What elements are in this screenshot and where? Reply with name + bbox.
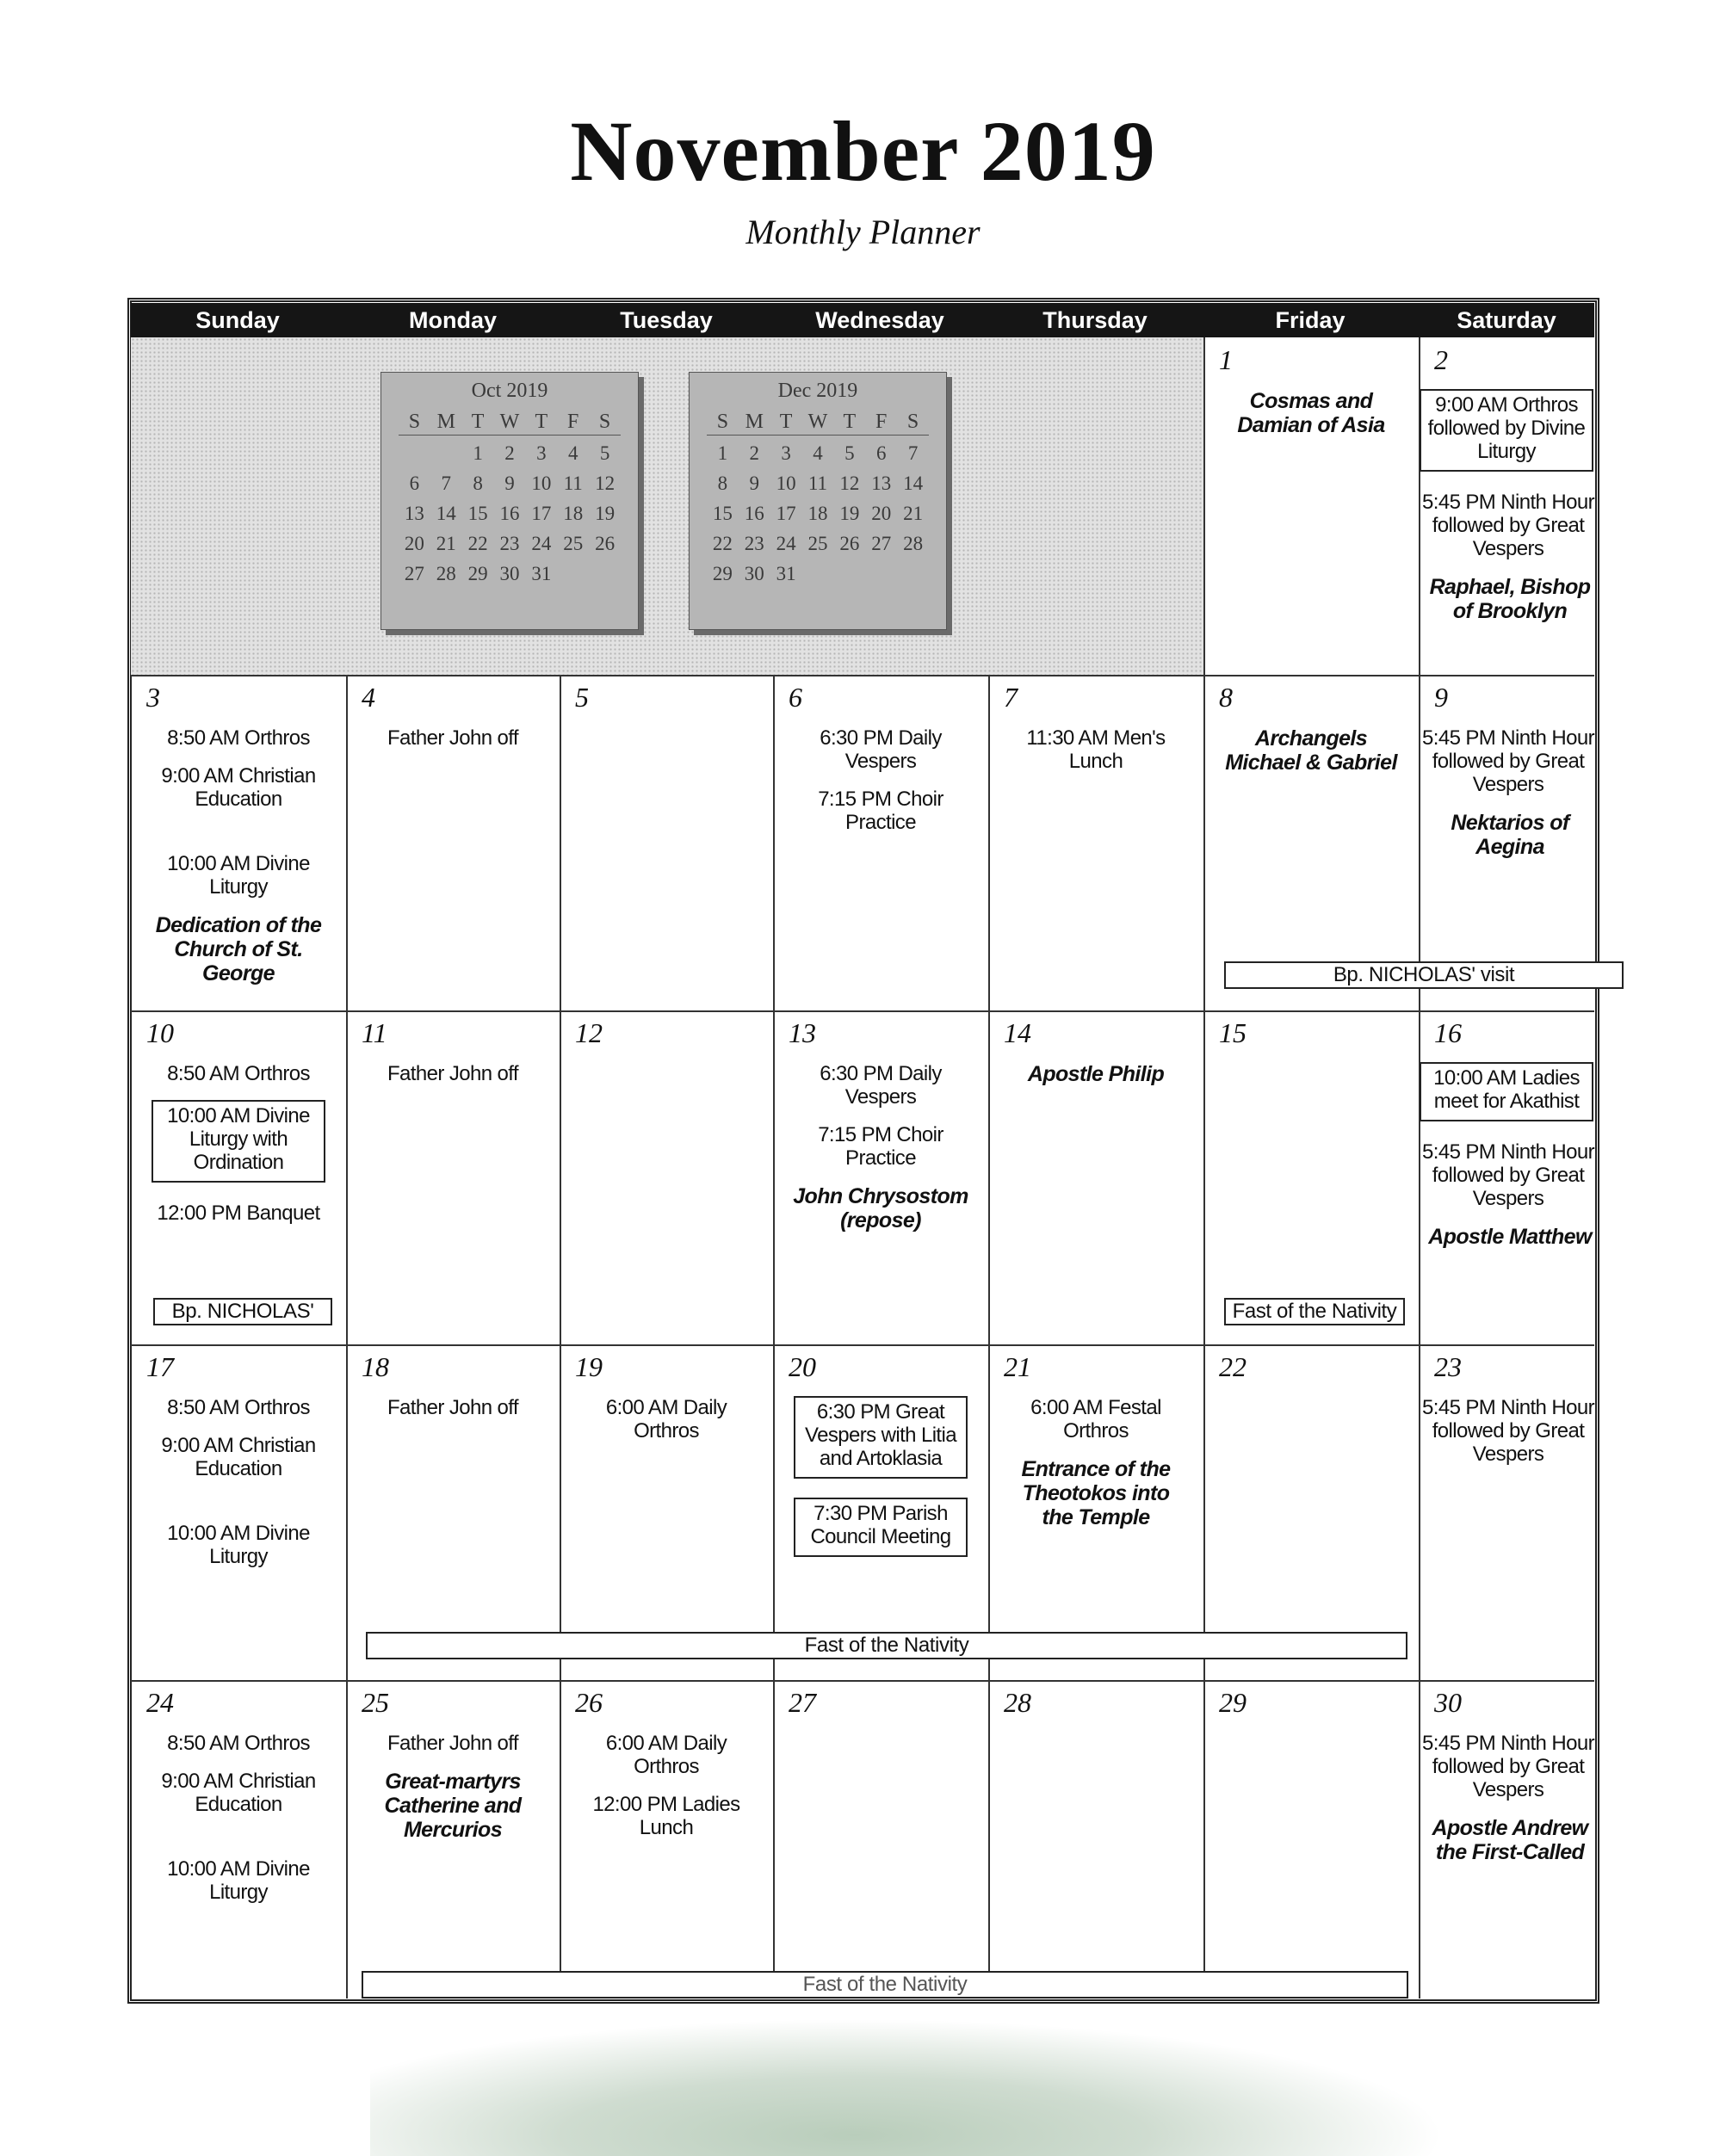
mini-calendar-day: 31 — [531, 563, 552, 584]
event-item: 6:00 AM Festal Orthros — [1030, 1396, 1161, 1442]
event-item: 9:00 AM Christian Education — [161, 1434, 316, 1480]
day-cell-9[interactable] — [1419, 675, 1594, 1010]
day-cell-3[interactable] — [131, 675, 346, 1010]
feast-label: Apostle Philip — [1027, 1062, 1165, 1086]
feast-label: John Chrysostom (repose) — [793, 1184, 968, 1232]
day-cell-2[interactable] — [1419, 337, 1594, 673]
mini-calendar-day: 9 — [749, 473, 760, 494]
day-cell-5[interactable] — [560, 675, 773, 1010]
mini-calendar-day: 7 — [907, 442, 919, 464]
day-number: 28 — [1004, 1687, 1031, 1718]
paper-stain — [370, 2018, 1446, 2156]
mini-calendar-day: 5 — [599, 442, 610, 464]
day-number: 3 — [146, 682, 160, 713]
mini-calendar-day: 19 — [839, 503, 860, 524]
mini-calendar-day: 10 — [776, 473, 796, 494]
mini-calendar-day: 17 — [776, 503, 796, 524]
day-cell-25[interactable] — [346, 1680, 560, 2016]
mini-calendar-day: 12 — [595, 473, 616, 494]
day-number: 17 — [146, 1351, 174, 1382]
day-number: 25 — [362, 1687, 389, 1718]
mini-calendar-day: 15 — [712, 503, 733, 524]
event-item: 6:30 PM Daily Vespers — [820, 1062, 942, 1109]
event-item: 8:50 AM Orthros — [167, 1396, 310, 1419]
day-cell-13[interactable] — [773, 1010, 988, 1346]
mini-calendar-day: 23 — [499, 533, 520, 554]
mini-calendar-day: 9 — [504, 473, 515, 494]
event-item: 5:45 PM Ninth Hour followed by Great Vespers — [1422, 1732, 1594, 1801]
mini-calendar-day: 1 — [473, 442, 483, 464]
weekday-monday: Monday — [408, 307, 497, 333]
mini-calendar-day: 2 — [749, 442, 760, 464]
mini-calendar-day: 13 — [871, 473, 892, 494]
event-item: 6:00 AM Daily Orthros — [605, 1396, 727, 1442]
mini-calendar-day: 30 — [744, 563, 764, 584]
day-number: 11 — [362, 1017, 387, 1048]
feast-label: Entrance of the Theotokos into the Temple — [1021, 1457, 1171, 1529]
day-number: 13 — [789, 1017, 816, 1048]
mini-calendar-day: 26 — [839, 533, 860, 554]
day-cell-30[interactable] — [1419, 1680, 1594, 2016]
mini-calendar-day: 27 — [404, 563, 424, 584]
day-number: 29 — [1219, 1687, 1247, 1718]
fast-banner: Fast of the Nativity — [1224, 1298, 1405, 1325]
fast-banner: Fast of the Nativity — [366, 1632, 1407, 1659]
mini-dow: M — [745, 411, 764, 433]
mini-calendar-day: 14 — [436, 503, 456, 524]
mini-dow: T — [535, 411, 548, 433]
mini-calendar-day: 1 — [717, 442, 728, 464]
day-number: 16 — [1434, 1017, 1462, 1048]
page-title: November 2019 — [570, 103, 1156, 199]
event-item: 5:45 PM Ninth Hour followed by Great Vespers — [1422, 491, 1594, 560]
event-item: 12:00 PM Banquet — [157, 1202, 320, 1225]
weekday-thursday: Thursday — [1042, 307, 1148, 333]
mini-calendar-day: 2 — [504, 442, 515, 464]
mini-calendar-day: 22 — [712, 533, 733, 554]
mini-calendar-day: 29 — [712, 563, 733, 584]
feast-label: Apostle Matthew — [1428, 1225, 1592, 1249]
feast-label: Apostle Andrew the First-Called — [1432, 1816, 1588, 1864]
weekday-header — [131, 303, 1594, 337]
mini-calendar-day: 6 — [875, 442, 887, 464]
day-cell-17[interactable] — [131, 1344, 346, 1680]
mini-calendar-day: 14 — [903, 473, 924, 494]
mini-calendar-day: 6 — [409, 473, 420, 494]
day-cell-23[interactable] — [1419, 1344, 1594, 1680]
mini-dow: M — [436, 411, 455, 433]
day-number: 20 — [789, 1351, 816, 1382]
mini-calendar-weekdays — [399, 411, 621, 436]
event-item: 7:15 PM Choir Practice — [818, 788, 943, 834]
feast-label: Raphael, Bishop of Brooklyn — [1429, 575, 1591, 623]
event-item: Father John off — [387, 1732, 518, 1755]
day-number: 14 — [1004, 1017, 1031, 1048]
mini-calendar-day: 21 — [903, 503, 924, 524]
mini-calendar-day: 25 — [563, 533, 584, 554]
event-item: 8:50 AM Orthros — [167, 1062, 310, 1085]
mini-dow: T — [471, 411, 485, 433]
day-number: 5 — [575, 682, 589, 713]
event-item: 10:00 AM Divine Liturgy with Ordination — [152, 1100, 325, 1183]
event-item: Father John off — [387, 726, 518, 750]
mini-dow: S — [408, 411, 421, 433]
day-cell-6[interactable] — [773, 675, 988, 1010]
mini-calendar-day: 17 — [531, 503, 552, 524]
day-cell-29[interactable] — [1203, 1680, 1419, 2016]
mini-calendar-day: 18 — [807, 503, 828, 524]
page-subtitle: Monthly Planner — [745, 213, 981, 251]
mini-calendar-day: 21 — [436, 533, 456, 554]
day-cell-10[interactable] — [131, 1010, 346, 1346]
day-cell-1[interactable] — [1203, 337, 1419, 673]
mini-calendar-day: 27 — [871, 533, 892, 554]
mini-dow: F — [875, 411, 888, 433]
mini-calendar-days — [707, 438, 929, 589]
feast-label: Dedication of the Church of St. George — [155, 913, 322, 985]
mini-calendar-day: 24 — [531, 533, 552, 554]
event-item: 11:30 AM Men's Lunch — [1026, 726, 1166, 773]
day-cell-26[interactable] — [560, 1680, 773, 2016]
event-item: 6:00 AM Daily Orthros — [605, 1732, 727, 1778]
day-cell-4[interactable] — [346, 675, 560, 1010]
mini-calendar-day: 4 — [813, 442, 823, 464]
event-item: 10:00 AM Divine Liturgy — [167, 1857, 310, 1904]
feast-label: Archangels Michael & Gabriel — [1225, 726, 1397, 775]
event-item: 7:30 PM Parish Council Meeting — [794, 1498, 968, 1557]
bishop-visit-banner: Bp. NICHOLAS' visit — [1224, 961, 1624, 989]
day-number: 24 — [146, 1687, 174, 1718]
weekday-wednesday: Wednesday — [815, 307, 944, 333]
mini-dow: W — [499, 411, 520, 433]
event-item: 7:15 PM Choir Practice — [818, 1123, 943, 1170]
feast-label: Great-martyrs Catherine and Mercurios — [384, 1770, 522, 1842]
day-number: 21 — [1004, 1351, 1031, 1382]
feast-label: Nektarios of Aegina — [1451, 811, 1569, 859]
weekday-friday: Friday — [1275, 307, 1346, 333]
day-number: 10 — [146, 1017, 174, 1048]
event-item: 8:50 AM Orthros — [167, 726, 310, 750]
mini-calendar-day: 20 — [871, 503, 892, 524]
leading-empty-area — [131, 337, 1203, 675]
mini-calendar-title: Dec 2019 — [777, 380, 858, 402]
day-cell-21[interactable] — [988, 1344, 1203, 1680]
event-item: 5:45 PM Ninth Hour followed by Great Vespers — [1422, 1140, 1594, 1210]
mini-calendar-day: 8 — [473, 473, 483, 494]
feast-label: Cosmas and Damian of Asia — [1237, 389, 1385, 437]
day-number: 12 — [575, 1017, 603, 1048]
day-cell-16[interactable] — [1419, 1010, 1594, 1346]
mini-calendar-days — [399, 438, 621, 589]
event-item: 5:45 PM Ninth Hour followed by Great Vespers — [1422, 1396, 1594, 1466]
day-cell-18[interactable] — [346, 1344, 560, 1680]
mini-calendar-day: 16 — [499, 503, 520, 524]
day-number: 23 — [1434, 1351, 1462, 1382]
mini-calendar-day: 7 — [441, 473, 452, 494]
day-number: 6 — [789, 682, 802, 713]
mini-calendar-day: 4 — [567, 442, 578, 464]
event-item: Father John off — [387, 1062, 518, 1085]
day-number: 26 — [575, 1687, 603, 1718]
event-item: 10:00 AM Ladies meet for Akathist — [1420, 1062, 1593, 1121]
mini-calendar-day: 30 — [499, 563, 520, 584]
event-item: 9:00 AM Orthros followed by Divine Liturgy — [1420, 389, 1593, 472]
event-item: 9:00 AM Christian Education — [161, 1770, 316, 1816]
mini-calendar-day: 29 — [467, 563, 488, 584]
mini-calendar-day: 5 — [844, 442, 855, 464]
day-number: 9 — [1434, 682, 1448, 713]
event-item: 6:30 PM Great Vespers with Litia and Artoklasia — [794, 1396, 968, 1479]
mini-calendar-day: 23 — [744, 533, 764, 554]
mini-calendar-day: 12 — [839, 473, 860, 494]
mini-dow: S — [906, 411, 919, 433]
day-cell-14[interactable] — [988, 1010, 1203, 1346]
event-item: 6:30 PM Daily Vespers — [820, 726, 942, 773]
mini-calendar-day: 31 — [776, 563, 796, 584]
mini-calendar-day: 20 — [404, 533, 424, 554]
mini-calendar-day: 28 — [436, 563, 456, 584]
mini-calendar-day: 8 — [717, 473, 728, 494]
mini-dow: W — [807, 411, 828, 433]
mini-dow: T — [779, 411, 793, 433]
day-cell-7[interactable] — [988, 675, 1203, 1010]
event-item: 10:00 AM Divine Liturgy — [167, 1522, 310, 1568]
mini-calendar-day: 11 — [807, 473, 828, 494]
day-number: 8 — [1219, 682, 1233, 713]
mini-calendar-day: 16 — [744, 503, 764, 524]
mini-calendar-oct — [380, 372, 639, 630]
mini-calendar-day: 26 — [595, 533, 616, 554]
day-number: 2 — [1434, 344, 1448, 375]
day-cell-20[interactable] — [773, 1344, 988, 1680]
event-item: 12:00 PM Ladies Lunch — [592, 1793, 740, 1839]
mini-calendar-day — [399, 438, 430, 468]
weekday-tuesday: Tuesday — [620, 307, 713, 333]
mini-calendar-day — [430, 438, 462, 468]
mini-calendar-day: 24 — [776, 533, 796, 554]
event-item: 9:00 AM Christian Education — [161, 764, 316, 811]
mini-calendar-day: 28 — [903, 533, 924, 554]
day-cell-22[interactable] — [1203, 1344, 1419, 1680]
mini-calendar-dec — [689, 372, 947, 630]
day-number: 19 — [575, 1351, 603, 1382]
weekday-sunday: Sunday — [195, 307, 280, 333]
mini-calendar-day: 18 — [563, 503, 584, 524]
event-item: 8:50 AM Orthros — [167, 1732, 310, 1755]
day-number: 30 — [1434, 1687, 1462, 1718]
mini-dow: T — [843, 411, 857, 433]
mini-calendar-day: 22 — [467, 533, 488, 554]
day-number: 18 — [362, 1351, 389, 1382]
day-cell-11[interactable] — [346, 1010, 560, 1346]
day-number: 7 — [1004, 682, 1018, 713]
weekday-saturday: Saturday — [1457, 307, 1556, 333]
mini-calendar-day: 13 — [404, 503, 424, 524]
fast-banner: Fast of the Nativity — [362, 1971, 1408, 1998]
day-number: 22 — [1219, 1351, 1247, 1382]
day-cell-28[interactable] — [988, 1680, 1203, 2016]
event-item: 5:45 PM Ninth Hour followed by Great Vespers — [1422, 726, 1594, 796]
mini-calendar-day: 10 — [531, 473, 552, 494]
mini-calendar-day: 19 — [595, 503, 616, 524]
mini-dow: S — [716, 411, 729, 433]
day-cell-27[interactable] — [773, 1680, 988, 2016]
day-number: 27 — [789, 1687, 816, 1718]
mini-calendar-day: 25 — [807, 533, 828, 554]
day-cell-12[interactable] — [560, 1010, 773, 1346]
day-number: 4 — [362, 682, 375, 713]
bishop-visit-banner: Bp. NICHOLAS' — [153, 1298, 332, 1325]
event-item: 10:00 AM Divine Liturgy — [167, 852, 310, 899]
day-cell-19[interactable] — [560, 1344, 773, 1680]
mini-dow: F — [567, 411, 579, 433]
event-item: Father John off — [387, 1396, 518, 1419]
day-number: 15 — [1219, 1017, 1247, 1048]
day-cell-24[interactable] — [131, 1680, 346, 2016]
mini-calendar-day: 3 — [536, 442, 547, 464]
mini-calendar-day: 3 — [781, 442, 791, 464]
mini-calendar-title: Oct 2019 — [471, 380, 548, 402]
mini-calendar-weekdays — [707, 411, 929, 436]
day-number: 1 — [1219, 344, 1233, 375]
day-cell-15[interactable] — [1203, 1010, 1419, 1346]
mini-calendar-day: 11 — [563, 473, 583, 494]
mini-dow: S — [598, 411, 611, 433]
day-cell-8[interactable] — [1203, 675, 1419, 1010]
mini-calendar-day: 15 — [467, 503, 488, 524]
